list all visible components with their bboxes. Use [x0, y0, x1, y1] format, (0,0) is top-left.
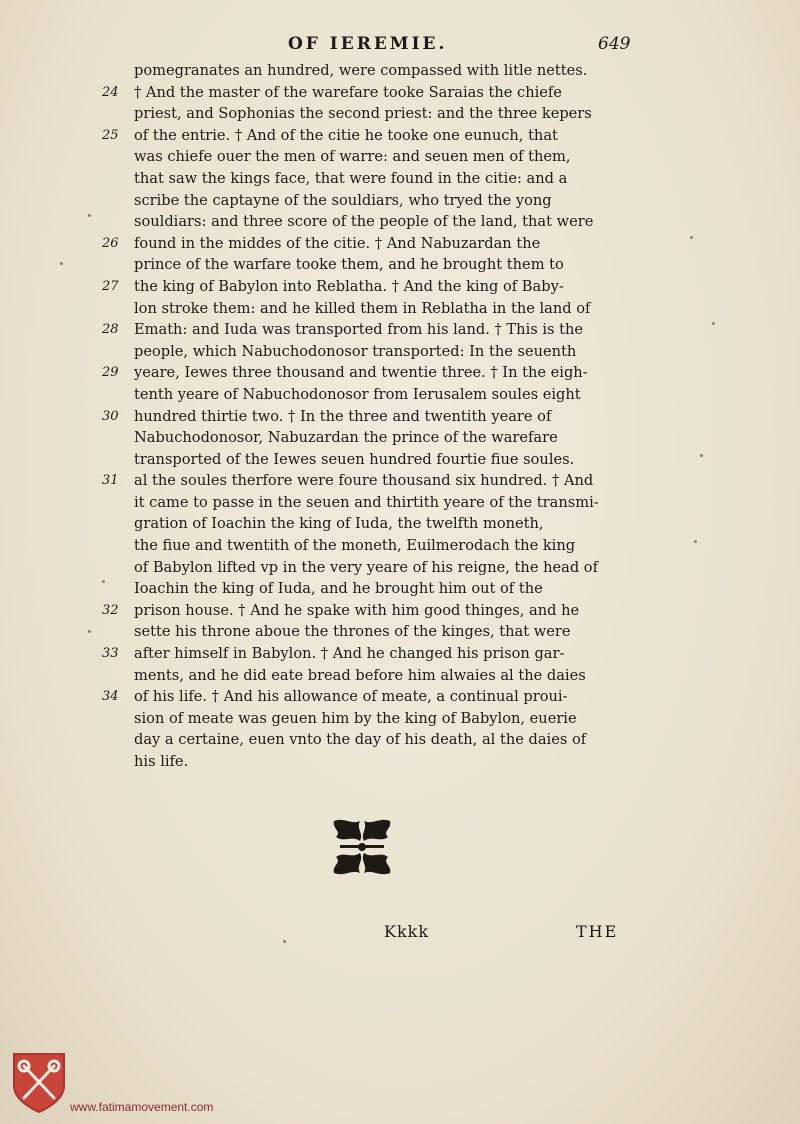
line-text: of the entrie. † And of the citie he tooke one eunuch, that	[134, 126, 558, 144]
text-line	[100, 341, 645, 363]
text-line	[100, 535, 645, 557]
line-text: sette his throne aboue the thrones of the kinges, that were	[134, 623, 571, 641]
verse-number: 27	[102, 278, 119, 294]
text-line	[100, 427, 645, 449]
line-text: Ioachin the king of Iuda, and he brought him out of the	[134, 580, 543, 598]
line-text: hundred thirtie two. † In the three and twentith yeare of	[134, 407, 552, 425]
verse-number: 28	[102, 322, 119, 338]
catchword: THE	[576, 922, 619, 941]
line-text: † And the master of the warefare tooke Saraias the chiefe	[134, 83, 562, 101]
text-line	[100, 362, 645, 384]
text-line	[100, 449, 645, 471]
text-line	[100, 276, 645, 298]
line-text: of Babylon lifted vp in the very yeare of his reigne, the head of	[134, 558, 598, 576]
line-text: pomegranates an hundred, were compassed with litle nettes.	[134, 62, 588, 79]
verse-number: 25	[102, 127, 119, 143]
text-line	[100, 103, 645, 125]
line-text: tenth yeare of Nabuchodonosor from Ierusalem soules eight	[134, 385, 581, 403]
text-line	[100, 125, 645, 147]
line-text: the fiue and twentith of the moneth, Euilmerodach the king	[134, 537, 576, 555]
verse-number: 26	[102, 235, 119, 251]
line-text: priest, and Sophonias the second priest: and the three kepers	[134, 105, 592, 123]
text-line	[100, 621, 645, 643]
line-text: gration of Ioachin the king of Iuda, the twelfth moneth,	[134, 515, 544, 533]
margin-speck	[88, 630, 91, 633]
text-line	[100, 557, 645, 579]
line-text: the king of Babylon into Reblatha. † And the king of Baby-	[134, 277, 564, 295]
margin-speck	[102, 580, 105, 583]
line-text: lon stroke them: and he killed them in Reblatha in the land of	[134, 299, 591, 317]
line-text: after himself in Babylon. † And he changed his prison gar-	[134, 645, 565, 663]
margin-speck	[690, 236, 693, 239]
text-line	[100, 406, 645, 428]
text-line	[100, 470, 645, 492]
verse-number: 34	[102, 689, 119, 705]
website-watermark: www.fatimamovement.com	[70, 1100, 214, 1114]
line-text: prince of the warfare tooke them, and he brought them to	[134, 256, 564, 274]
text-line	[100, 168, 645, 190]
margin-speck	[712, 322, 715, 325]
line-text: sion of meate was geuen him by the king of Babylon, euerie	[134, 709, 577, 727]
text-line	[100, 665, 645, 687]
margin-speck	[60, 262, 63, 265]
margin-speck	[88, 214, 91, 217]
line-text: prison house. † And he spake with him good thinges, and he	[134, 601, 580, 619]
running-title: OF IEREMIE.	[288, 34, 448, 54]
line-text: it came to passe in the seuen and thirtith yeare of the transmi-	[134, 493, 599, 511]
line-text: found in the middes of the citie. † And Nabuzardan the	[134, 234, 541, 252]
text-line	[100, 319, 645, 341]
text-line	[100, 708, 645, 730]
text-line	[100, 233, 645, 255]
text-line	[100, 211, 645, 233]
printers-ornament-icon	[330, 815, 394, 879]
line-text: of his life. † And his allowance of meate, a continual proui-	[134, 688, 568, 706]
line-text: yeare, Iewes three thousand and twentie three. † In the eigh-	[134, 364, 588, 382]
line-text: day a certaine, euen vnto the day of his death, al the daies of	[134, 731, 587, 749]
line-text: Nabuchodonosor, Nabuzardan the prince of the warefare	[134, 429, 558, 447]
verse-number: 24	[102, 84, 119, 100]
line-text: his life.	[134, 753, 189, 770]
line-text: that saw the kings face, that were found in the citie: and a	[134, 169, 568, 187]
text-line	[100, 60, 645, 82]
line-text: transported of the Iewes seuen hundred fourtie fiue soules.	[134, 450, 575, 468]
line-text: was chiefe ouer the men of warre: and seuen men of them,	[134, 148, 571, 166]
signature-mark: Kkkk	[384, 922, 430, 941]
text-line	[100, 751, 645, 773]
text-line	[100, 82, 645, 104]
line-text: ments, and he did eate bread before him alwaies al the daies	[134, 666, 586, 684]
margin-speck	[283, 940, 286, 943]
page-number: 649	[598, 34, 631, 54]
text-line	[100, 600, 645, 622]
verse-number: 29	[102, 365, 119, 381]
line-text: souldiars: and three score of the people of the land, that were	[134, 213, 594, 231]
text-line	[100, 578, 645, 600]
text-line	[100, 513, 645, 535]
verse-number: 31	[102, 473, 119, 489]
page-header	[0, 34, 800, 58]
text-line	[100, 384, 645, 406]
line-text: scribe the captayne of the souldiars, who tryed the yong	[134, 191, 552, 209]
text-line	[100, 254, 645, 276]
text-line	[100, 146, 645, 168]
papal-keys-shield-icon	[12, 1052, 66, 1114]
text-line	[100, 190, 645, 212]
verse-number: 33	[102, 646, 119, 662]
margin-speck	[694, 540, 697, 543]
line-text: Emath: and Iuda was transported from his land. † This is the	[134, 321, 584, 339]
text-line	[100, 643, 645, 665]
text-line	[100, 492, 645, 514]
line-text: people, which Nabuchodonosor transported: In the seuenth	[134, 342, 577, 360]
verse-number: 30	[102, 408, 119, 424]
line-text: al the soules therfore were foure thousand six hundred. † And	[134, 472, 594, 490]
margin-speck	[700, 454, 703, 457]
text-line	[100, 729, 645, 751]
body-text	[100, 60, 645, 773]
text-line	[100, 686, 645, 708]
text-line	[100, 298, 645, 320]
verse-number: 32	[102, 602, 119, 618]
